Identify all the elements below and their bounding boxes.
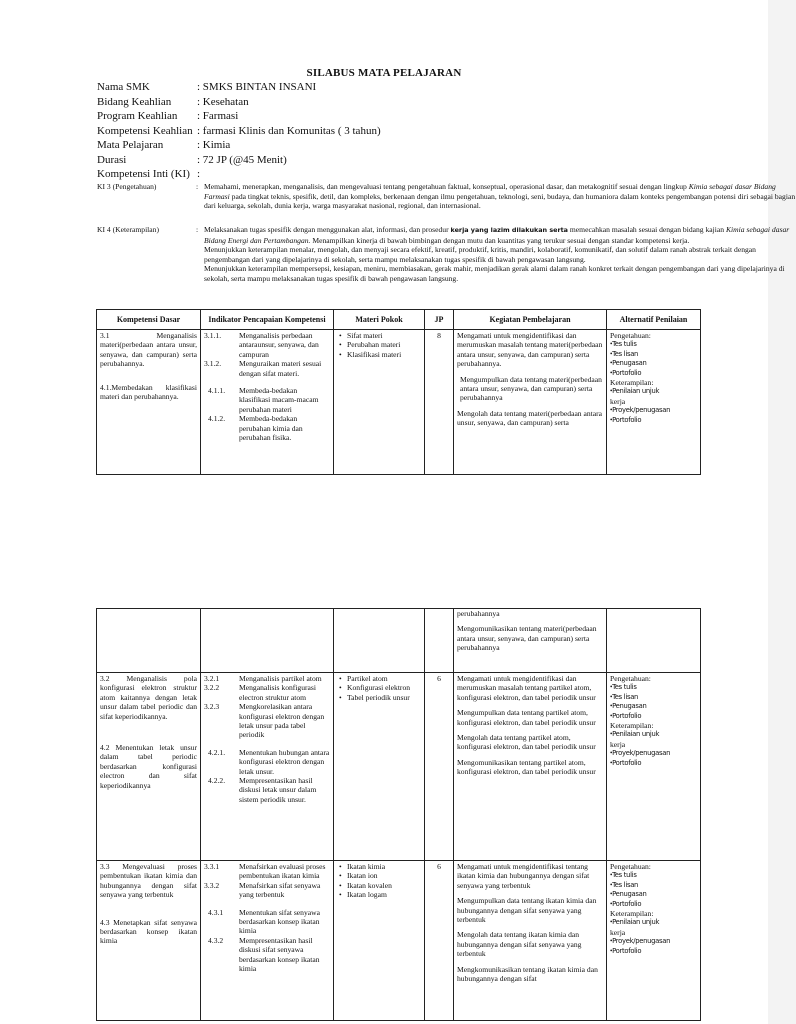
- ki4-paragraph: [204, 225, 796, 245]
- indicator-list: [204, 862, 330, 973]
- ki3-text-part: pada tingkat teknis, spesifik, detil, dan kompleks, berkenaan dengan ilmu pengetahuan, teknologi, seni, budaya, dan humaniora dalam konteks pengembangan potensi diri sebagai bagian dari keluarga, sekolah, dunia kerja, warga masyarakat nasional, regional, dan internasional.: [204, 191, 796, 211]
- penilaian-cell: [607, 330, 701, 475]
- jp-cell: 6: [425, 673, 454, 861]
- indicator-cell: [201, 330, 334, 475]
- ki4-text-part: memecahkan masalah sesuai dengan bidang kajian: [568, 225, 726, 234]
- info-key: Kompetensi Inti (KI): [97, 168, 190, 180]
- materi-item: • Sifat materi: [347, 331, 421, 340]
- kd-cell: [97, 673, 201, 861]
- indicator-number: 4.1.1.: [208, 386, 226, 396]
- kegiatan-text: Mengkomunikasikan tentang ikatan kimia dan hubungannya dengan sifat: [457, 964, 598, 984]
- indicator-text: Menganalisis konfigurasi electron struktur atom: [239, 683, 316, 702]
- penilaian-item: • Penilaian unjuk: [610, 387, 697, 396]
- table-row: [97, 861, 701, 1021]
- indicator-list: [204, 674, 330, 804]
- header-indikator: Indikator Pencapaian Kompetensi: [201, 310, 334, 330]
- indicator-number: 3.3.2: [204, 880, 220, 890]
- indicator-text: Mempresentasikan hasil diskusi sifat senyawa berdasarkan konsep ikatan kimia: [239, 935, 320, 974]
- spacer: [204, 900, 239, 908]
- info-value: : SMKS BINTAN INSANI: [197, 81, 317, 93]
- kd-text: 3.2 Menganalisis pola konfigurasi elektron struktur atom kaitannya dengan letak unsur dalam tabel periodic dan sifat keperiodikannya.: [100, 674, 197, 721]
- info-value: : farmasi Klinis dan Komunitas ( 3 tahun): [197, 124, 381, 137]
- info-row: [97, 124, 381, 139]
- kegiatan-text: Mengomunikasikan tentang partikel atom, konfigurasi elektron, dan tabel periodik unsur: [457, 757, 596, 777]
- materi-item: • Konfigurasi elektron: [347, 683, 421, 692]
- kegiatan-text: Mengumpulkan data tentang ikatan kimia dan hubungannya dengan sifat senyawa yang terbentuk: [457, 896, 597, 925]
- materi-item: • Ikatan kovalen: [347, 881, 421, 890]
- ki3-text: [204, 182, 796, 211]
- indicator-text: Membeda-bedakan klasifikasi macam-macam perubahan materi: [239, 386, 319, 414]
- penilaian-heading: Keterampilan:: [610, 909, 654, 919]
- table-row: [97, 609, 701, 673]
- penilaian-heading: Pengetahuan:: [610, 862, 651, 871]
- penilaian-heading: Pengetahuan:: [610, 331, 651, 340]
- penilaian-item: • Portofolio: [610, 759, 697, 768]
- penilaian-item: • Proyek/penugasan: [610, 749, 697, 758]
- penilaian-item: • Tes tulis: [610, 683, 697, 692]
- kegiatan-text: Mengamati untuk mengidentifikasi dan merumuskan masalah tentang partikel atom, konfigurasi elektron, dan tabel periodik unsur: [457, 674, 596, 702]
- materi-cell: [334, 609, 425, 673]
- indicator-number: 3.1.2.: [204, 359, 222, 369]
- materi-item: • Perubahan materi: [347, 340, 421, 349]
- indicator-number: 3.3.1: [204, 862, 220, 871]
- penilaian-item: • Tes tulis: [610, 871, 697, 880]
- penilaian-text: kerja: [610, 927, 626, 937]
- kd-text: 4.2 Menentukan letak unsur dalam tabel periodic berdasarkan konfigurasi electron dan sifat keperiodikannya: [100, 743, 197, 790]
- jp-cell: 6: [425, 861, 454, 1021]
- indicator-number: 4.3.2: [208, 935, 224, 945]
- info-row: [97, 138, 381, 153]
- kegiatan-cell: [454, 673, 607, 861]
- penilaian-cell: [607, 673, 701, 861]
- info-value: :: [197, 168, 201, 180]
- penilaian-item: • Penilaian unjuk: [610, 730, 697, 739]
- penilaian-heading: Keterampilan:: [610, 721, 654, 731]
- table-header-row: [97, 310, 701, 330]
- indicator-number: 3.2.1: [204, 674, 220, 683]
- penilaian-item: • Portofolio: [610, 712, 697, 721]
- info-key: Mata Pelajaran: [97, 139, 164, 151]
- materi-cell: [334, 861, 425, 1021]
- indicator-number: 4.1.2.: [208, 414, 226, 424]
- info-row: [97, 109, 381, 124]
- indicator-text: Mempresentasikan hasil diskusi letak unsur dalam sistem periodik unsur.: [239, 776, 317, 804]
- ki4-text-italic: Kimia sebagai dasar Bidang Energi dan Pertambangan.: [204, 225, 790, 245]
- spacer: [239, 900, 330, 908]
- ki3-text-italic: Kimia sebagai dasar Bidang Farmasi: [204, 182, 776, 201]
- course-info: [97, 80, 381, 182]
- info-key: Kompetensi Keahlian: [97, 124, 193, 137]
- page-title: SILABUS MATA PELAJARAN: [306, 67, 462, 79]
- penilaian-heading: Keterampilan:: [610, 378, 654, 388]
- penilaian-item: • Portofolio: [610, 947, 697, 956]
- header-materi-pokok: Materi Pokok: [334, 310, 425, 330]
- info-value: : 72 JP (@45 Menit): [197, 153, 287, 166]
- jp-cell: [425, 609, 454, 673]
- materi-item: • Ikatan kimia: [347, 862, 421, 871]
- penilaian-item: • Penugasan: [610, 359, 697, 368]
- spacer: [204, 740, 239, 748]
- ki3-label: KI 3 (Pengetahuan): [97, 182, 157, 191]
- kd-text: 4.3 Menetapkan sifat senyawa berdasarkan konsep ikatan kimia: [100, 917, 197, 946]
- indicator-number: 3.2.3: [204, 702, 220, 712]
- penilaian-cell: [607, 861, 701, 1021]
- kd-text: 3.1 Menganalisis materi(perbedaan antara unsur, senyawa, dan campuran) serta perubahannya.: [100, 331, 197, 369]
- spacer: [239, 740, 330, 748]
- kd-cell: [97, 609, 201, 673]
- penilaian-text: kerja: [610, 739, 626, 749]
- indicator-cell: [201, 609, 334, 673]
- penilaian-item: • Tes lisan: [610, 350, 697, 359]
- indicator-list: [204, 331, 330, 442]
- kegiatan-text: Mengamati untuk mengidentifikasi dan merumuskan masalah tentang materi(perbedaan antara unsur, senyawa, dan campuran) serta perubahannya.: [457, 331, 603, 369]
- kegiatan-text: perubahannya: [457, 609, 500, 618]
- kegiatan-cell: [454, 609, 607, 673]
- penilaian-text: kerja: [610, 396, 626, 406]
- info-key: Nama SMK: [97, 81, 150, 93]
- info-value: : Kesehatan: [197, 95, 249, 108]
- info-key: Bidang Keahlian: [97, 95, 172, 108]
- materi-item: • Klasifikasi materi: [347, 350, 421, 359]
- ki4-text: [204, 225, 796, 284]
- materi-item: • Tabel periodik unsur: [347, 693, 421, 702]
- materi-list: [337, 331, 421, 359]
- header-jp: JP: [425, 310, 454, 330]
- penilaian-cell: [607, 609, 701, 673]
- kegiatan-text: Mengumpulkan data tentang materi(perbedaan antara unsur, senyawa, dan campuran) serta perubahannya: [460, 374, 602, 403]
- penilaian-item: • Penugasan: [610, 702, 697, 711]
- penilaian-item: • Portofolio: [610, 369, 697, 378]
- kegiatan-text: Mengolah data tentang materi(perbedaan antara unsur, senyawa, dan campuran) serta: [457, 408, 603, 428]
- colon: :: [196, 225, 199, 234]
- table-row: [97, 673, 701, 861]
- penilaian-item: • Tes lisan: [610, 881, 697, 890]
- info-row: [97, 80, 381, 95]
- info-value: : Farmasi: [197, 110, 239, 122]
- kd-cell: [97, 330, 201, 475]
- indicator-text: Membeda-bedakan perubahan kimia dan perubahan fisika.: [239, 414, 303, 443]
- kd-cell: [97, 861, 201, 1021]
- ki4-paragraph: Menunjukkan keterampilan mempersepsi, kesiapan, meniru, membiasakan, gerak mahir, menjadikan gerak alami dalam ranah konkret terkait dengan pengembangan dari yang dipelajarinya di sekolah, serta mampu melaksanakan tugas spesifik di bawah pengawasan langsung.: [204, 264, 785, 283]
- penilaian-item: • Penugasan: [610, 890, 697, 899]
- kegiatan-text: Mengolah data tentang ikatan kimia dan hubungannya dengan sifat senyawa yang terbentuk: [457, 930, 582, 959]
- indicator-cell: [201, 673, 334, 861]
- syllabus-table-1: [96, 309, 701, 475]
- header-kompetensi-dasar: Kompetensi Dasar: [97, 310, 201, 330]
- ki4-label: KI 4 (Keterampilan): [97, 225, 159, 234]
- indicator-text: Menafsirkan evaluasi proses pembentukan ikatan kimia: [239, 862, 326, 881]
- kd-text: 4.1.Membedakan klasifikasi materi dan perubahannya.: [100, 382, 197, 402]
- penilaian-heading: Pengetahuan:: [610, 674, 651, 683]
- kegiatan-cell: [454, 861, 607, 1021]
- info-key: Program Keahlian: [97, 110, 178, 122]
- materi-cell: [334, 673, 425, 861]
- info-row: [97, 95, 381, 110]
- kegiatan-text: Mengamati untuk mengidentifikasi tentang ikatan kimia dan hubungannya dengan sifat senyawa yang terbentuk: [457, 862, 590, 890]
- ki4-paragraph: Menunjukkan keterampilan menalar, mengolah, dan menyaji secara efektif, kreatif, produktif, kritis, mandiri, kolaboratif, komunikatif, dan solutif dalam ranah abstrak terkait dengan pengembangan dari yang dipelajarinya di sekolah, serta mampu melaksanakan tugas spesifik di bawah pengawasan langsung.: [204, 245, 756, 264]
- indicator-number: 4.2.1.: [208, 747, 226, 757]
- info-key: Durasi: [97, 153, 127, 166]
- header-alternatif-penilaian: Alternatif Penilaian: [607, 310, 701, 330]
- indicator-text: Menentukan sifat senyawa berdasarkan konsep ikatan kimia: [239, 907, 320, 936]
- penilaian-item: • Tes lisan: [610, 693, 697, 702]
- penilaian-item: • Portofolio: [610, 900, 697, 909]
- indicator-text: Mengkorelasikan antara konfigurasi elektron dengan letak unsur pada tabel periodik: [239, 702, 325, 740]
- kegiatan-text: Mengomunikasikan tentang materi(perbedaan antara unsur, senyawa, dan campuran) serta perubahannya: [457, 624, 597, 653]
- kegiatan-text: Mengumpulkan data tentang partikel atom, konfigurasi elektron, dan tabel periodik unsur: [457, 708, 596, 727]
- penilaian-item: • Tes tulis: [610, 340, 697, 349]
- materi-cell: [334, 330, 425, 475]
- indicator-number: 3.2.2: [204, 683, 220, 693]
- materi-item: • Ikatan logam: [347, 890, 421, 899]
- info-row: [97, 153, 381, 168]
- penilaian-item: • Penilaian unjuk: [610, 918, 697, 927]
- indicator-text: Menganalisis partikel atom: [239, 674, 322, 683]
- materi-item: • Ikatan ion: [347, 871, 421, 880]
- ki4-text-part: Melaksanakan tugas spesifik dengan menggunakan alat, informasi, dan prosedur: [204, 225, 451, 234]
- kegiatan-text: Mengolah data tentang partikel atom, konfigurasi elektron, dan tabel periodik unsur: [457, 733, 596, 752]
- indicator-text: Menguraikan materi sesuai dengan sifat materi.: [239, 359, 322, 378]
- penilaian-item: • Proyek/penugasan: [610, 937, 697, 946]
- ki4-text-part: Menampilkan kinerja di bawah bimbingan dengan mutu dan kuantitas yang terukur sesuai dengan standar kompetensi kerja.: [310, 235, 690, 245]
- materi-list: [337, 674, 421, 702]
- materi-list: [337, 862, 421, 900]
- kegiatan-cell: [454, 330, 607, 475]
- indicator-text: Menentukan hubungan antara konfigurasi elektron dengan letak unsur.: [239, 747, 330, 776]
- indicator-cell: [201, 861, 334, 1021]
- indicator-number: 4.2.2.: [208, 776, 226, 786]
- ki4-text-bold: kerja yang lazim dilakukan serta: [450, 226, 568, 234]
- jp-cell: 8: [425, 330, 454, 475]
- materi-item: • Partikel atom: [347, 674, 421, 683]
- indicator-number: 4.3.1: [208, 907, 224, 917]
- indicator-number: 3.1.1.: [204, 331, 222, 340]
- table-row: [97, 330, 701, 475]
- colon: :: [196, 182, 199, 191]
- penilaian-item: • Portofolio: [610, 416, 697, 425]
- info-value: : Kimia: [197, 139, 231, 151]
- indicator-text: Menafsirkan sifat senyawa yang terbentuk: [239, 880, 321, 900]
- info-row: [97, 167, 381, 182]
- spacer: [204, 378, 239, 386]
- ki3-text-part: Memahami, menerapkan, menganalisis, dan mengevaluasi tentang pengetahuan faktual, konseptual, operasional dasar, dan metakognitif sesuai dengan lingkup: [204, 182, 689, 191]
- syllabus-table-2: [96, 608, 701, 1021]
- penilaian-item: • Proyek/penugasan: [610, 406, 697, 415]
- spacer: [239, 378, 330, 386]
- indicator-text: Menganalisis perbedaan antaraunsur, senyawa, dan campuran: [239, 331, 319, 359]
- kd-text: 3.3 Mengevaluasi proses pembentukan ikatan kimia dan hubungannya dengan sifat senyawa yang terbentuk: [100, 862, 197, 900]
- header-kegiatan: Kegiatan Pembelajaran: [454, 310, 607, 330]
